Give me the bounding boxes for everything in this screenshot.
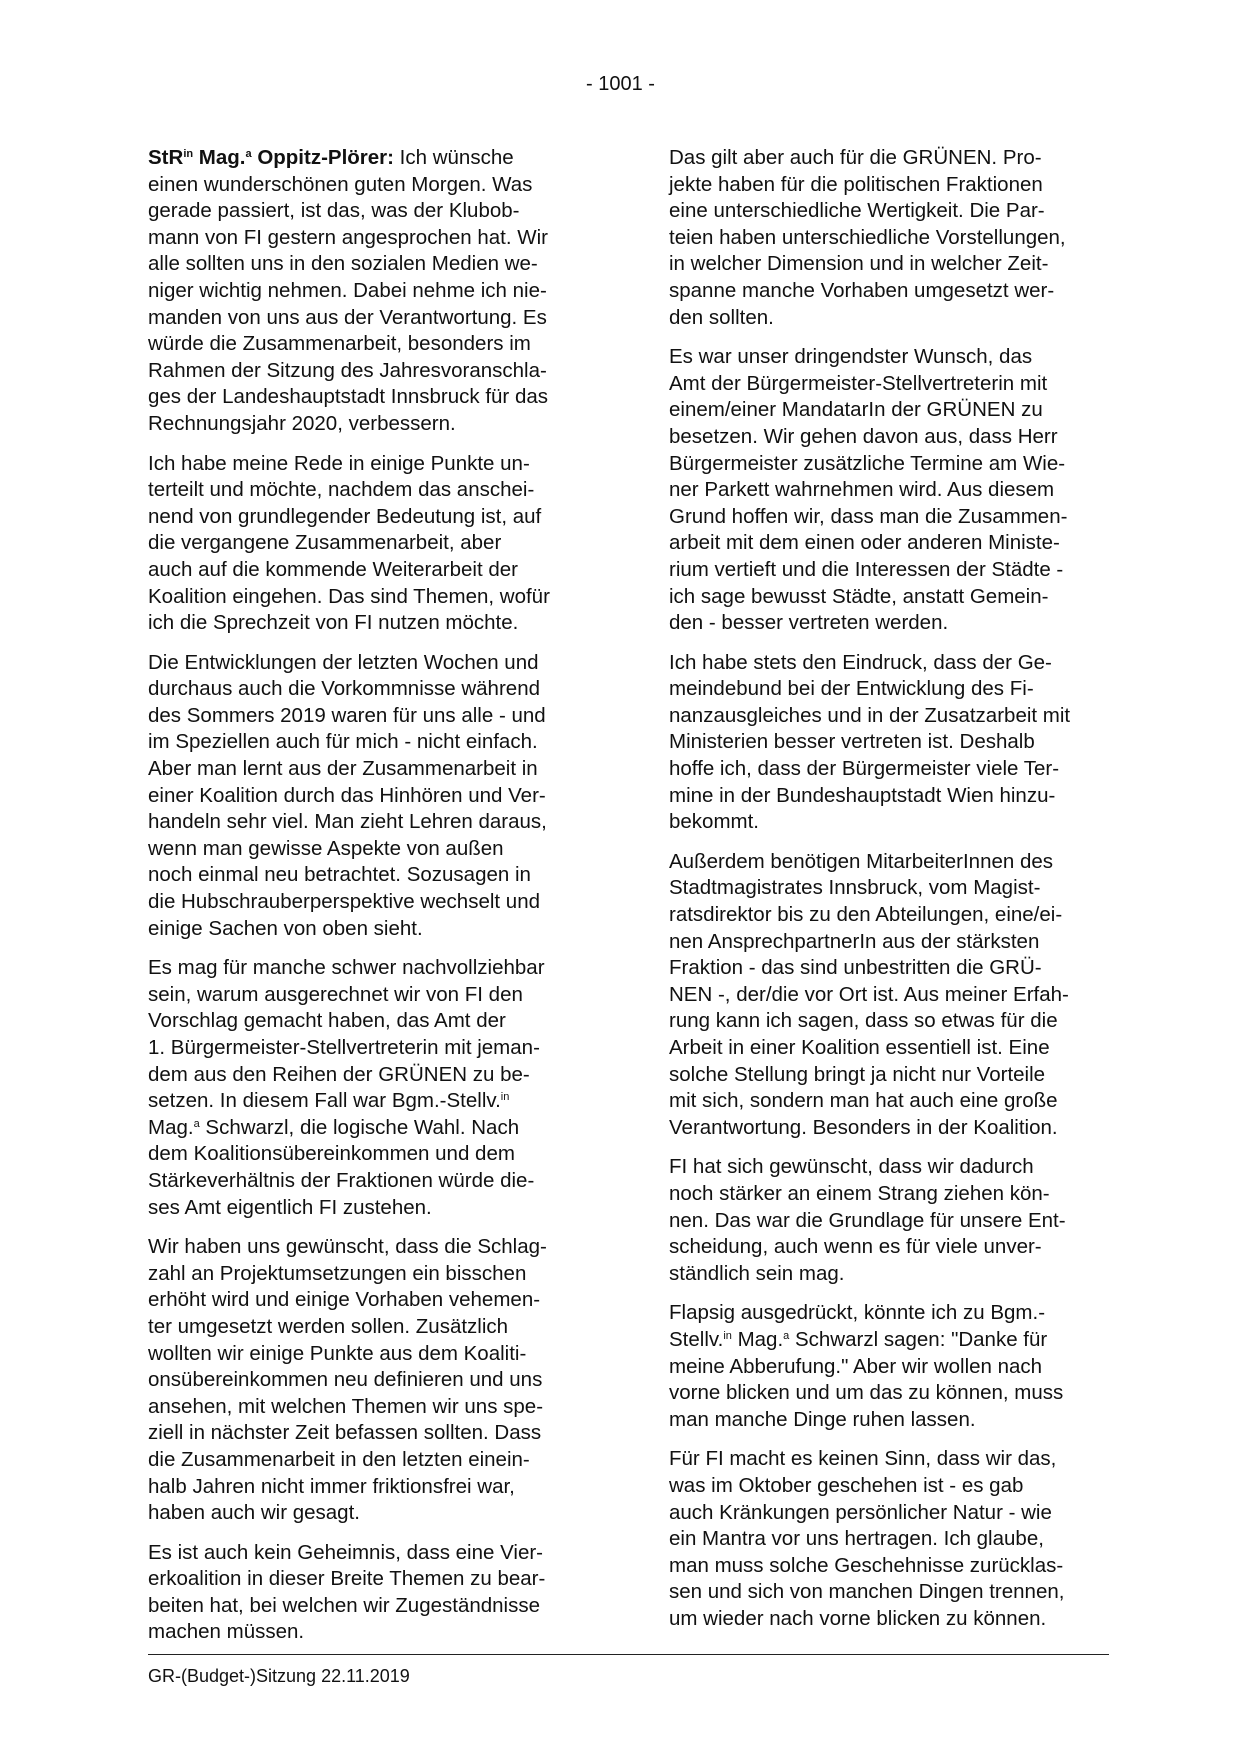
paragraph: Ich habe meine Rede in einige Punkte un- terteilt und möchte, nachdem das anschei- nend von grundlegender Bedeutung ist, auf die vergangene Zusammenarbeit, aber auch auf die kommende Weiterarbeit der Koalition eingehen. Das sind Themen, wofür ich die Sprechzeit von FI nutzen möchte. (148, 451, 550, 635)
paragraph: FI hat sich gewünscht, dass wir dadurch noch stärker an einem Strang ziehen kön- nen. Das war die Grundlage für unsere Ent- scheidung, auch wenn es für viele unver- ständlich sein mag. (669, 1155, 1066, 1285)
paragraph: Die Entwicklungen der letzten Wochen und durchaus auch die Vorkommnisse während des Sommers 2019 waren für uns alle - und im Speziellen auch für mich - nicht einfach. Aber man lernt aus der Zusammenarbeit in einer Koalition durch das Hinhören und Ver- handeln sehr viel. Man zieht Lehren daraus, wenn man gewisse Aspekte von außen noch einmal neu betrachtet. Sozusagen in die Hubschrauberperspektive wechselt und einige Sachen von oben sieht. (148, 650, 547, 940)
page-number: - 1001 - (586, 73, 655, 95)
paragraph: Es war unser dringendster Wunsch, das Amt der Bürgermeister-Stellvertreterin mit einem/einer MandatarIn der GRÜNEN zu besetzen. Wir gehen davon aus, dass Herr Bürgermeister zusätzliche Termine am Wie- ner Parkett wahrnehmen wird. Aus diesem Grund hoffen wir, dass man die Zusammen- arbeit mit dem einen oder anderen Ministe- rium vertieft und die Interessen der Städte - ich sage bewusst Städte, anstatt Gemein- den - besser vertreten werden. (669, 345, 1068, 635)
paragraph: Es mag für manche schwer nachvollziehbar sein, warum ausgerechnet wir von FI den Vorschlag gemacht haben, das Amt der 1. Bürgermeister-Stellvertreterin mit jeman- dem aus den Reihen der GRÜNEN zu be- setzen. In diesem Fall war Bgm.-Stellv.$^{in}$ Mag.$^a$ Schwarzl, die logische Wahl. Nach dem Koalitionsübereinkommen und dem Stärkeverhältnis der Fraktionen würde die- ses Amt eigentlich FI zustehen. (148, 956, 545, 1219)
paragraph: Für FI macht es keinen Sinn, dass wir das, was im Oktober geschehen ist - es gab auch Kränkungen persönlicher Natur - wie ein Mantra vor uns hertragen. Ich glaube, man muss solche Geschehnisse zurücklas- sen und sich von manchen Dingen trennen, um wieder nach vorne blicken zu können. (669, 1447, 1065, 1630)
right-column (669, 145, 1109, 1645)
footer-divider (148, 1654, 1109, 1655)
paragraph: Außerdem benötigen MitarbeiterInnen des Stadtmagistrates Innsbruck, vom Magist- ratsdirektor bis zu den Abteilungen, eine/ei- nen AnsprechpartnerIn aus der stärksten Fraktion - das sind unbestritten die GRÜ- NEN -, der/die vor Ort ist. Aus meiner Erfah- rung kann ich sagen, dass so etwas für die Arbeit in einer Koalition essentiell ist. Eine solche Stellung bringt ja nicht nur Vorteile mit sich, sondern man hat auch eine große Verantwortung. Besonders in der Koalition. (669, 849, 1069, 1139)
speaker-name: StR$^{in}$ Mag.$^a$ Oppitz-Plörer: (148, 146, 394, 169)
paragraph: Ich habe stets den Eindruck, dass der Ge- meindebund bei der Entwicklung des Fi- nanzausgleiches und in der Zusatzarbeit mit Ministerien besser vertreten ist. Deshalb hoffe ich, dass der Bürgermeister viele Ter- mine in der Bundeshauptstadt Wien hinzu- bekommt. (669, 650, 1071, 834)
left-column (148, 145, 588, 1659)
paragraph: Flapsig ausgedrückt, könnte ich zu Bgm.- Stellv.$^{in}$ Mag.$^a$ Schwarzl sagen: "Danke für meine Abberufung." Aber wir wollen nach vorne blicken und um das zu können, muss man manche Dinge ruhen lassen. (669, 1301, 1064, 1431)
paragraph: Es ist auch kein Geheimnis, dass eine Vier- erkoalition in dieser Breite Themen zu bear- beiten hat, bei welchen wir Zugeständnisse machen müssen. (148, 1540, 546, 1644)
paragraph: Wir haben uns gewünscht, dass die Schlag- zahl an Projektumsetzungen ein bisschen erhöht wird und einige Vorhaben vehemen- ter umgesetzt werden sollen. Zusätzlich wollten wir einige Punkte aus dem Koaliti- onsübereinkommen neu definieren und uns ansehen, mit welchen Themen wir uns spe- ziell in nächster Zeit befassen sollten. Dass die Zusammenarbeit in den letzten einein- halb Jahren nicht immer friktionsfrei war, haben auch wir gesagt. (148, 1235, 547, 1525)
footer-session-label: GR-(Budget-)Sitzung 22.11.2019 (148, 1666, 410, 1686)
paragraph-speaker-intro: StR$^{in}$ Mag.$^a$ Oppitz-Plörer: Ich wünsche einen wunderschönen guten Morgen. Was gerade passiert, ist das, was der Klubob- mann von FI gestern angesprochen hat. Wir alle sollten uns in den sozialen Medien we- niger wichtig nehmen. Dabei nehme ich nie- manden von uns aus der Verantwortung. Es würde die Zusammenarbeit, besonders im Rahmen der Sitzung des Jahresvoranschla- ges der Landeshauptstadt Innsbruck für das Rechnungsjahr 2020, verbessern. (148, 146, 549, 435)
paragraph: Das gilt aber auch für die GRÜNEN. Pro- jekte haben für die politischen Fraktionen eine unterschiedliche Wertigkeit. Die Par- teien haben unterschiedliche Vorstellungen, in welcher Dimension und in welcher Zeit- spanne manche Vorhaben umgesetzt wer- den sollten. (669, 146, 1066, 329)
